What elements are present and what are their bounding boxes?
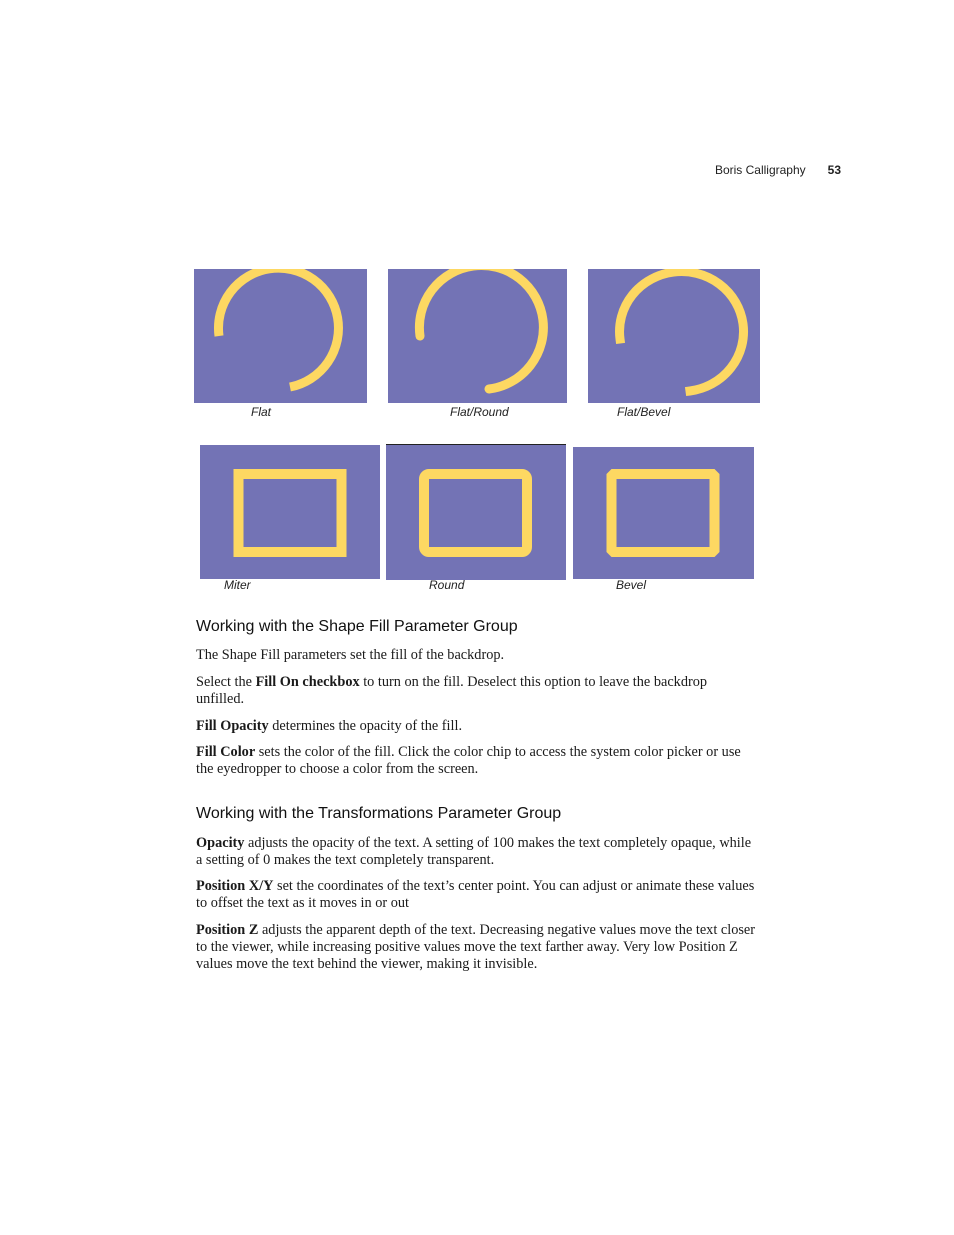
opacity-paragraph [196, 835, 756, 869]
position-xy-text: set the coordinates of the text’s center point. You can adjust or animate these values to offset the text as it moves in or out [196, 878, 755, 911]
fill-on-text: to turn on the fill. Deselect this option to leave the backdrop unfilled. [196, 674, 708, 707]
opacity-term: Opacity [196, 835, 245, 851]
opacity-text: adjusts the opacity of the text. A setting of 100 makes the text completely opaque, while a setting of 0 makes the text completely transparent. [196, 835, 752, 868]
transformations-heading: Working with the Transformations Parameter Group [196, 805, 562, 822]
shape-fill-intro-paragraph [196, 647, 756, 664]
flat-caption: Flat [251, 405, 272, 419]
shape-fill-heading: Working with the Shape Fill Parameter Group [196, 618, 518, 635]
position-z-paragraph [196, 922, 756, 973]
fill-color-paragraph [196, 744, 756, 778]
bevel-join-rect-graphic [573, 447, 754, 579]
shape-fill-intro-text: The Shape Fill parameters set the fill of the backdrop. [196, 647, 505, 663]
miter-join-figure [200, 445, 380, 579]
round-caption: Round [429, 578, 465, 592]
position-xy-term: Position X/Y [196, 878, 274, 894]
round-join-rect-graphic [386, 445, 566, 580]
page-header [0, 163, 841, 177]
miter-join-rect-graphic [200, 445, 380, 579]
flat-cap-figure [194, 269, 367, 403]
position-xy-paragraph [196, 878, 756, 912]
fill-opacity-term: Fill Opacity [196, 718, 269, 734]
flat-cap-arc-graphic [194, 269, 367, 403]
fill-color-term: Fill Color [196, 744, 256, 760]
bevel-cap-arc-graphic [588, 269, 760, 403]
fill-opacity-paragraph [196, 718, 756, 735]
page-number: 53 [827, 163, 841, 177]
fill-on-term: Fill On checkbox [255, 674, 360, 690]
round-cap-figure [388, 269, 567, 403]
fill-on-paragraph [196, 674, 756, 708]
bevel-cap-figure [588, 269, 760, 403]
running-title: Boris Calligraphy [714, 163, 806, 177]
bevel-join-figure [573, 447, 754, 579]
position-z-term: Position Z [196, 922, 259, 938]
flat-round-caption: Flat/Round [450, 405, 509, 419]
fill-opacity-text: determines the opacity of the fill. [268, 718, 463, 734]
flat-bevel-caption: Flat/Bevel [617, 405, 671, 419]
round-cap-arc-graphic [388, 269, 567, 403]
fill-on-lead-text: Select the [196, 674, 256, 690]
fill-color-text: sets the color of the fill. Click the color chip to access the system color picker or use the eyedropper to choose a color from the screen. [196, 744, 741, 777]
miter-caption: Miter [224, 578, 251, 592]
position-z-text: adjusts the apparent depth of the text. Decreasing negative values move the text closer to the viewer, while increasing positive values move the text farther away. Very low Position Z values move the text behind the viewer, making it invisible. [196, 922, 756, 972]
round-join-figure [386, 444, 566, 580]
bevel-caption: Bevel [616, 578, 647, 592]
